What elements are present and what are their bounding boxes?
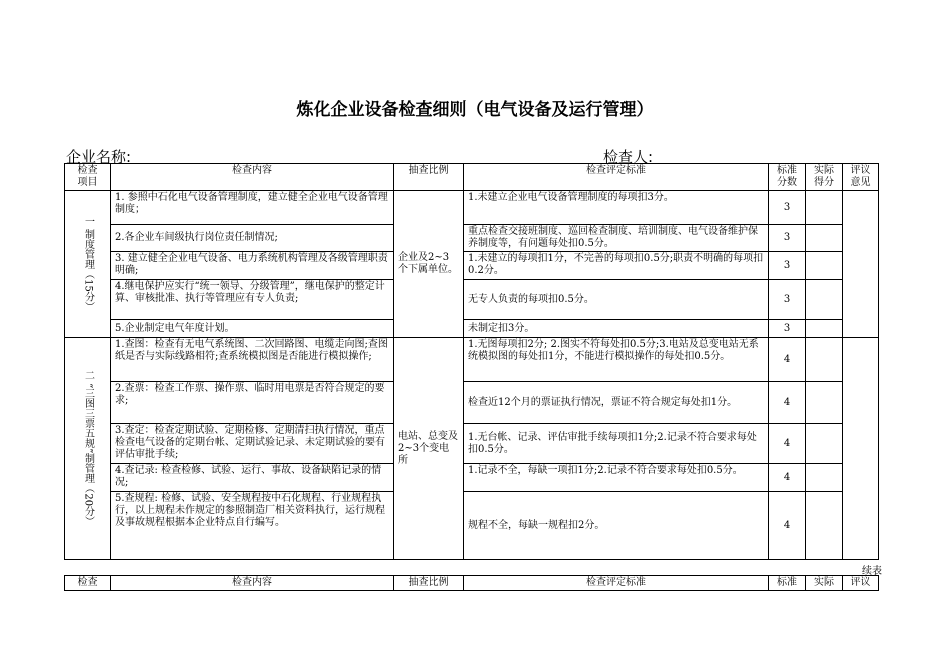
continued-header-content: 检查内容 (111, 576, 394, 591)
continued-header-project: 检查 (65, 576, 111, 591)
score-cell: 4 (769, 492, 806, 560)
section-label: 一 制度管理（15分） (65, 191, 111, 338)
document-title: 炼化企业设备检查细则（电气设备及运行管理） (296, 100, 654, 120)
content-cell: 1. 参照中石化电气设备管理制度，建立健全企业电气设备管理制度； (111, 191, 394, 225)
header-criteria: 检查评定标准 (464, 164, 769, 191)
table-row (65, 338, 879, 382)
header-standard-score: 标准 分数 (769, 164, 806, 191)
table-row (65, 492, 879, 560)
score-cell: 3 (769, 280, 806, 320)
actual-score-cell (806, 280, 843, 320)
table-row (65, 382, 879, 424)
score-cell: 3 (769, 225, 806, 252)
table-row (65, 225, 879, 252)
continued-header-actual: 实际 (806, 576, 843, 591)
criteria-cell: 检查近12个月的票证执行情况，票证不符合规定每处扣1分。 (464, 382, 769, 424)
continued-table-header (64, 575, 879, 591)
score-cell: 4 (769, 382, 806, 424)
inspector-label: 检查人: (603, 148, 654, 166)
criteria-cell: 重点检查交接班制度、巡回检查制度、培训制度、电气设备维护保养制度等，有问题每处扣0.5分。 (464, 225, 769, 252)
ratio-cell: 企业及2~3个下属单位。 (394, 191, 464, 338)
continued-header-standard: 标准 (769, 576, 806, 591)
score-cell: 4 (769, 464, 806, 492)
opinion-cell (843, 338, 879, 560)
header-opinion: 评议 意见 (843, 164, 879, 191)
section-label: 二 “三图三票五规”制管理（20分） (65, 338, 111, 560)
continued-header-ratio: 抽查比例 (394, 576, 464, 591)
continued-header-criteria: 检查评定标准 (464, 576, 769, 591)
continued-label: 续表 (862, 566, 882, 577)
header-ratio: 抽查比例 (394, 164, 464, 191)
content-cell: 2.查票：检查工作票、操作票、临时用电票是否符合规定的要求; (111, 382, 394, 424)
table-row (65, 464, 879, 492)
criteria-cell: 1.未建立企业电气设备管理制度的每项扣3分。 (464, 191, 769, 225)
content-cell: 3. 建立健全企业电气设备、电力系统机构管理及各级管理职责明确; (111, 252, 394, 280)
actual-score-cell (806, 382, 843, 424)
score-cell: 3 (769, 252, 806, 280)
actual-score-cell (806, 252, 843, 280)
ratio-cell: 电站、总变及2~3个变电所 (394, 338, 464, 560)
content-cell: 3.查定：检查定期试验、定期检修、定期清扫执行情况，重点检查电气设备的定期台帐、定期试验记录、未定期试验的要有评估审批手续; (111, 424, 394, 464)
header-project: 检查 项目 (65, 164, 111, 191)
score-cell: 4 (769, 424, 806, 464)
table-row (65, 280, 879, 320)
criteria-cell: 1.无图每项扣2分; 2.图实不符每处扣0.5分;3.电站及总变电站无系统模拟图的每处扣1分，不能进行模拟操作的每处扣0.5分。 (464, 338, 769, 382)
content-cell: 4.查记录: 检查检修、试验、运行、事故、设备缺陷记录的情况; (111, 464, 394, 492)
actual-score-cell (806, 191, 843, 225)
score-cell: 3 (769, 191, 806, 225)
score-cell: 4 (769, 338, 806, 382)
table-header-row (65, 164, 879, 191)
content-cell: 5.查规程: 检修、试验、安全规程按中石化规程、行业规程执行，以上规程未作规定的参照制造厂相关资料执行，运行规程及事故规程根据本企业特点自行编写。 (111, 492, 394, 560)
continued-header-opinion: 评议 (843, 576, 879, 591)
company-name-label: 企业名称: (66, 148, 132, 166)
inspection-table (64, 163, 879, 560)
header-actual-score: 实际 得分 (806, 164, 843, 191)
table-row (65, 424, 879, 464)
criteria-cell: 未制定扣3分。 (464, 320, 769, 338)
content-cell: 1.查图：检查有无电气系统图、二次回路图、电缆走向图;查图纸是否与实际线路相符;查系统模拟图是否能进行模拟操作; (111, 338, 394, 382)
actual-score-cell (806, 424, 843, 464)
content-cell: 5.企业制定电气年度计划。 (111, 320, 394, 338)
score-cell: 3 (769, 320, 806, 338)
table-row (65, 191, 879, 225)
content-cell: 4.继电保护应实行“统一领导、分级管理”，继电保护的整定计算、审核批准、执行等管理应有专人负责; (111, 280, 394, 320)
criteria-cell: 1.未建立的每项扣1分，不完善的每项扣0.5分;职责不明确的每项扣0.2分。 (464, 252, 769, 280)
criteria-cell: 1.记录不全，每缺一项扣1分;2.记录不符合要求每处扣0.5分。 (464, 464, 769, 492)
criteria-cell: 1.无台帐、记录、评估审批手续每项扣1分;2.记录不符合要求每处扣0.5分。 (464, 424, 769, 464)
header-content: 检查内容 (111, 164, 394, 191)
opinion-cell (843, 191, 879, 338)
table-row (65, 252, 879, 280)
criteria-cell: 无专人负责的每项扣0.5分。 (464, 280, 769, 320)
criteria-cell: 规程不全，每缺一规程扣2分。 (464, 492, 769, 560)
table-row (65, 320, 879, 338)
actual-score-cell (806, 320, 843, 338)
actual-score-cell (806, 464, 843, 492)
actual-score-cell (806, 492, 843, 560)
actual-score-cell (806, 225, 843, 252)
actual-score-cell (806, 338, 843, 382)
content-cell: 2.各企业车间级执行岗位责任制情况; (111, 225, 394, 252)
